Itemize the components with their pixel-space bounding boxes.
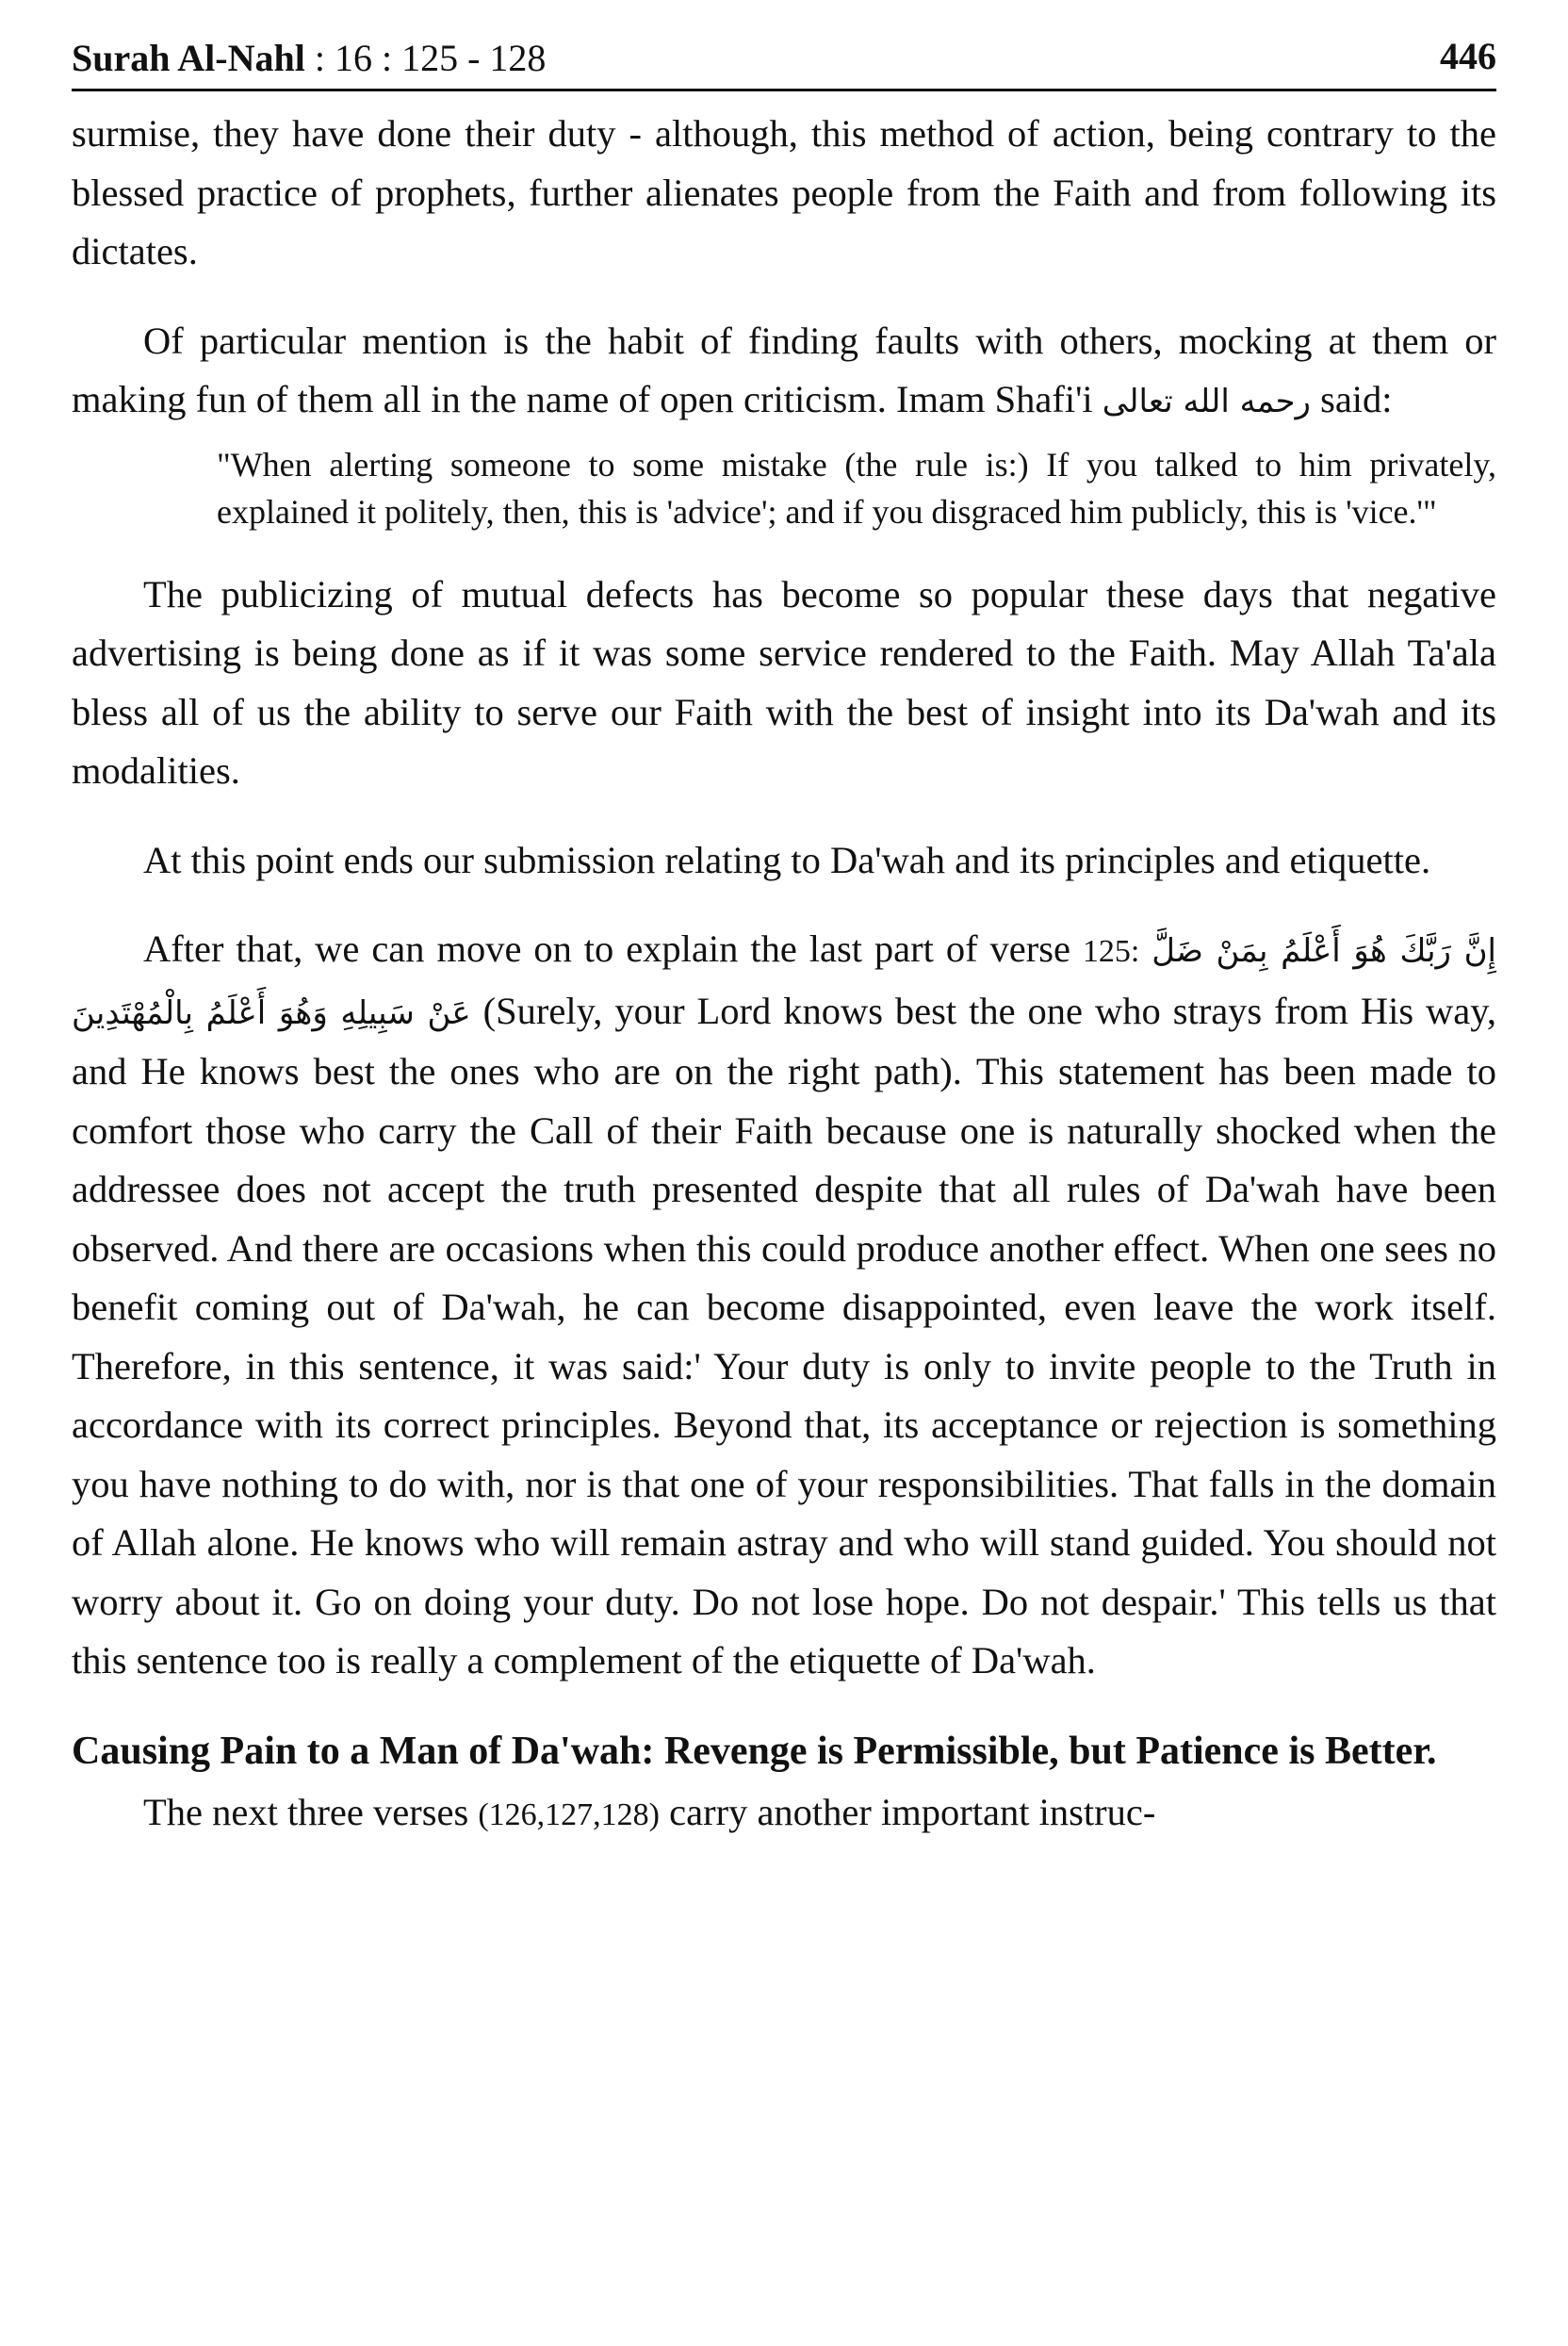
arabic-verse: إِنَّ رَبَّكَ هُوَ أَعْلَمُ بِمَنْ ضَلَّ عَنْ سَبِيلِهِ وَهُوَ أَعْلَمُ بِالْمُهْتَدِينَ bbox=[72, 932, 1497, 1032]
surah-name: Surah Al-Nahl bbox=[72, 37, 305, 79]
running-head bbox=[72, 32, 1496, 91]
page-body bbox=[72, 105, 1496, 1845]
paragraph-2-text: Of particular mention is the habit of finding faults with others, mocking at them or making fun of them all in the name of open criticism. Imam Shafi'i bbox=[72, 319, 1496, 420]
page-number: 446 bbox=[1440, 35, 1496, 77]
block-quote: "When alerting someone to some mistake (the rule is:) If you talked to him privately, explained it politely, then, this is 'advice'; and if you disgraced him publicly, this is 'vice.'" bbox=[217, 445, 1496, 531]
page bbox=[72, 32, 1496, 1845]
paragraph-6-end: carry another important instruc- bbox=[669, 1790, 1156, 1833]
paragraph-6 bbox=[72, 1783, 1496, 1846]
paragraph-5 bbox=[72, 920, 1496, 1691]
verse-numbers: (126,127,128) bbox=[478, 1796, 661, 1832]
verse-number: 125: bbox=[1082, 934, 1140, 969]
paragraph-2 bbox=[72, 312, 1496, 432]
section-heading: Causing Pain to a Man of Da'wah: Revenge is Permissible, but Patience is Better. bbox=[72, 1729, 1437, 1773]
running-title bbox=[72, 36, 546, 81]
paragraph-1: surmise, they have done their duty - although, this method of action, being contrary to the blessed practice of prophets, further alienates people from the Faith and from following its dictates. bbox=[72, 112, 1496, 272]
paragraph-5-rest: (Surely, your Lord knows best the one who strays from His way, and He knows best the ones who are on the right path). This statement has been made to comfort those who carry the Call of their Faith because one is naturally shocked when the addressee does not accept the truth presented despite that all rules of Da'wah have been observed. And there are occasions when this could produce another effect. When one sees no benefit coming out of Da'wah, he can become disappointed, even leave the work itself. Therefore, in this sentence, it was said:' Your duty is only to invite people to the Truth in accordance with its correct principles. Beyond that, its acceptance or rejection is something you have nothing to do with, nor is that one of your responsibilities. That falls in the domain of Allah alone. He knows who will remain astray and who will stand guided. You should not worry about it. Go on doing your duty. Do not lose hope. Do not despair.' This tells us that this sentence too is really a complement of the etiquette of Da'wah. bbox=[72, 989, 1497, 1682]
arabic-honorific: رحمه الله تعالى bbox=[1102, 383, 1311, 420]
surah-reference: : 16 : 125 - 128 bbox=[314, 37, 547, 79]
paragraph-3: The publicizing of mutual defects has become so popular these days that negative advertising is being done as if it was some service rendered to the Faith. May Allah Ta'ala bless all of us the ability to serve our Faith with the best of insight into its Da'wah and its modalities. bbox=[72, 572, 1496, 792]
paragraph-4: At this point ends our submission relating to Da'wah and its principles and etiquette. bbox=[143, 838, 1431, 881]
paragraph-2-end: said: bbox=[1320, 378, 1393, 420]
paragraph-5-start: After that, we can move on to explain the last part of verse bbox=[143, 927, 1070, 970]
paragraph-6-start: The next three verses bbox=[143, 1790, 469, 1833]
